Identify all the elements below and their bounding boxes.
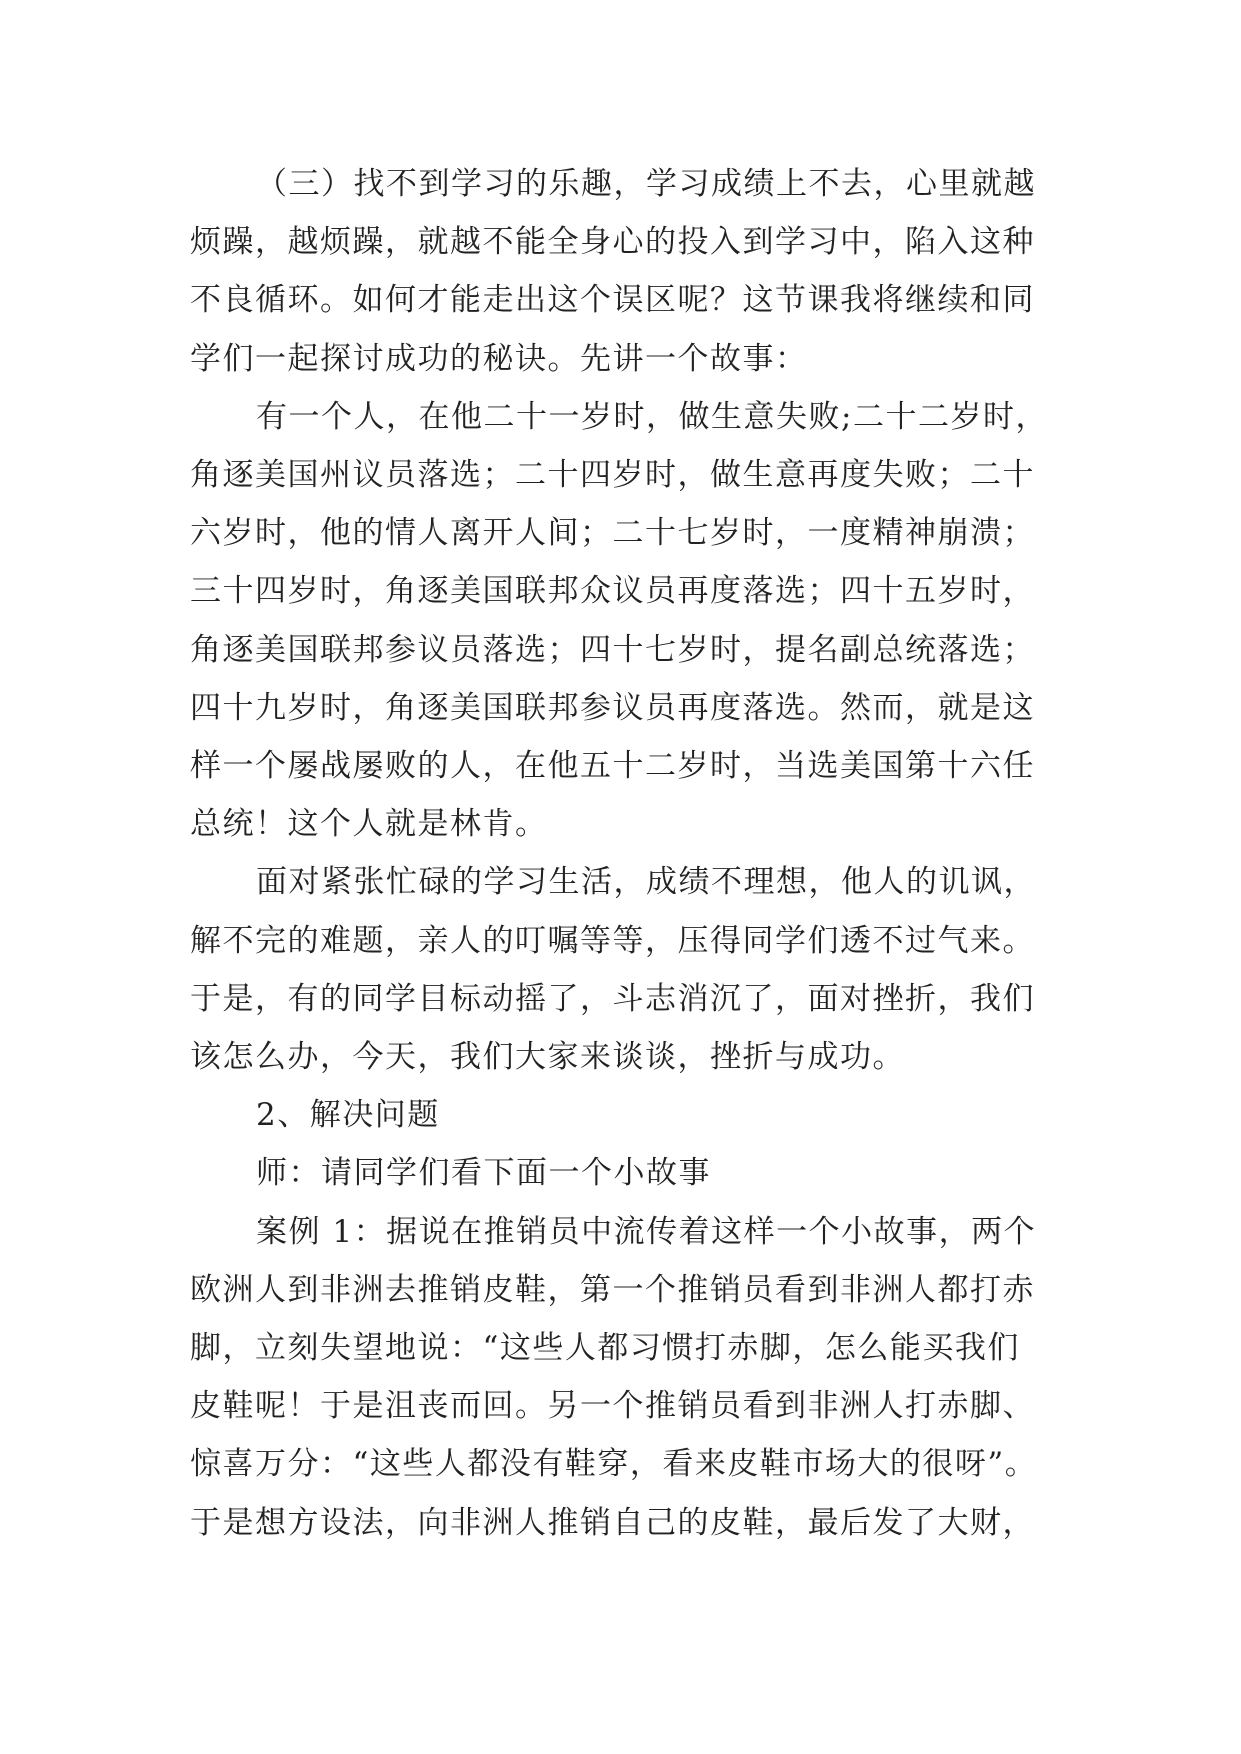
text-line: 角逐美国州议员落选；二十四岁时，做生意再度失败；二十 bbox=[190, 457, 1035, 494]
text-line: 欧洲人到非洲去推销皮鞋，第一个推销员看到非洲人都打赤 bbox=[190, 1271, 1035, 1308]
document-body bbox=[190, 155, 1050, 1552]
text-line: 于是想方设法，向非洲人推销自己的皮鞋，最后发了大财， bbox=[190, 1504, 1035, 1541]
text-line: 六岁时，他的情人离开人间；二十七岁时，一度精神崩溃； bbox=[190, 515, 1035, 552]
text-line: 师：请同学们看下面一个小故事 bbox=[256, 1155, 711, 1192]
text-line: 四十九岁时，角逐美国联邦参议员再度落选。然而，就是这 bbox=[190, 689, 1035, 726]
text-line: 2、解决问题 bbox=[256, 1097, 440, 1134]
text-line: 皮鞋呢！于是沮丧而回。另一个推销员看到非洲人打赤脚、 bbox=[190, 1388, 1035, 1425]
text-line: 不良循环。如何才能走出这个误区呢？这节课我将继续和同 bbox=[190, 282, 1035, 319]
text-line: 烦躁，越烦躁，就越不能全身心的投入到学习中，陷入这种 bbox=[190, 224, 1035, 261]
text-line: 学们一起探讨成功的秘诀。先讲一个故事： bbox=[190, 340, 808, 377]
text-line: 案例 1：据说在推销员中流传着这样一个小故事，两个 bbox=[256, 1213, 1037, 1250]
text-line: 解不完的难题，亲人的叮嘱等等，压得同学们透不过气来。 bbox=[190, 922, 1035, 959]
text-line: 脚，立刻失望地说：“这些人都习惯打赤脚，怎么能买我们 bbox=[190, 1330, 1020, 1367]
text-line: 有一个人，在他二十一岁时，做生意失败;二十二岁时， bbox=[256, 398, 1048, 435]
text-line: 惊喜万分：“这些人都没有鞋穿，看来皮鞋市场大的很呀”。 bbox=[190, 1446, 1038, 1483]
text-line: 该怎么办，今天，我们大家来谈谈，挫折与成功。 bbox=[190, 1039, 905, 1076]
text-line: 总统！这个人就是林肯。 bbox=[190, 806, 548, 843]
text-line: 于是，有的同学目标动摇了，斗志消沉了，面对挫折，我们 bbox=[190, 980, 1035, 1017]
text-line: 角逐美国联邦参议员落选；四十七岁时，提名副总统落选； bbox=[190, 631, 1035, 668]
text-line: 三十四岁时，角逐美国联邦众议员再度落选；四十五岁时， bbox=[190, 573, 1035, 610]
text-line: 样一个屡战屡败的人，在他五十二岁时，当选美国第十六任 bbox=[190, 748, 1035, 785]
text-line: （三）找不到学习的乐趣，学习成绩上不去，心里就越 bbox=[256, 166, 1036, 202]
text-line: 面对紧张忙碌的学习生活，成绩不理想，他人的讥讽， bbox=[256, 864, 1036, 901]
